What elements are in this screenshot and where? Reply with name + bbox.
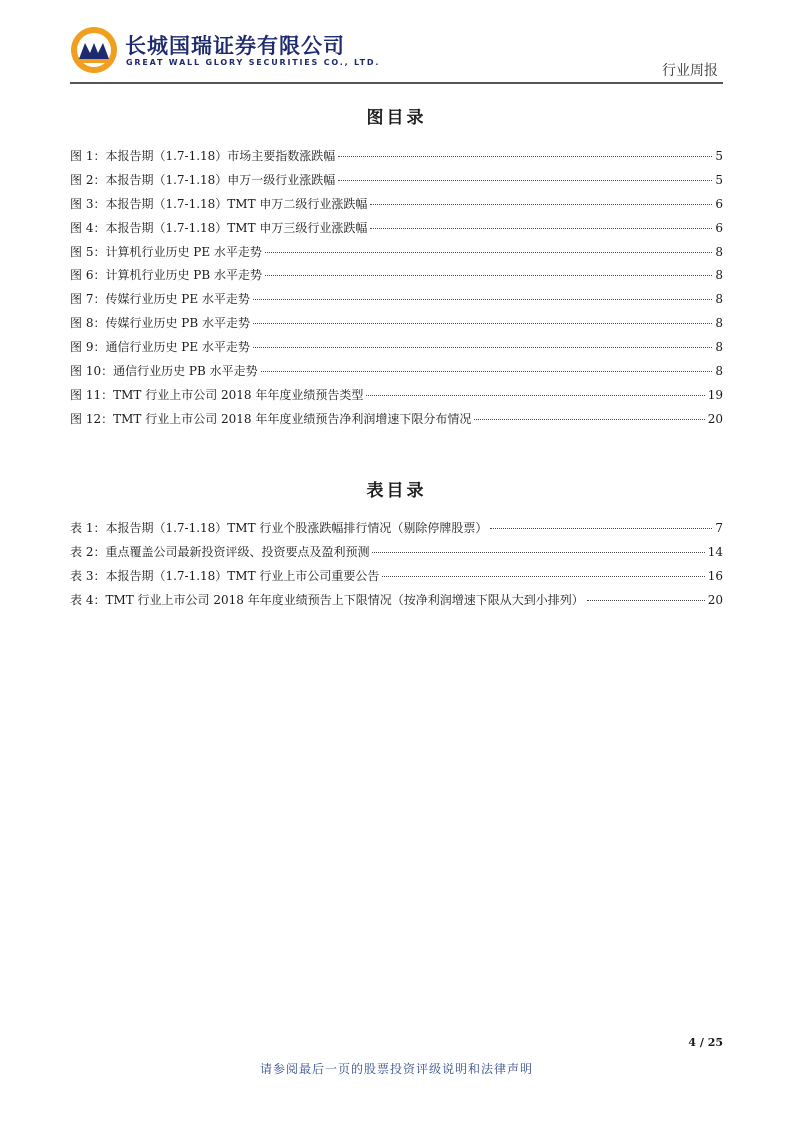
- toc-entry-label[interactable]: 表 4：TMT 行业上市公司 2018 年年度业绩预告上下限情况（按净利润增速下限从大到小排列）: [70, 592, 584, 607]
- toc-entry-label[interactable]: 图 9：通信行业历史 PE 水平走势: [70, 340, 250, 355]
- toc-entry[interactable]: [70, 148, 723, 172]
- toc-dot-leader: [372, 551, 704, 553]
- toc-entry-page[interactable]: 8: [715, 292, 723, 307]
- toc-entry-page[interactable]: 8: [715, 340, 723, 355]
- toc-entry-page[interactable]: 8: [715, 364, 723, 379]
- toc-dot-leader: [587, 599, 705, 601]
- toc-entry-label[interactable]: 图 8：传媒行业历史 PB 水平走势: [70, 316, 250, 331]
- toc-entry-page[interactable]: 8: [715, 268, 723, 283]
- figures-toc-list: [70, 148, 723, 435]
- toc-entry-label[interactable]: 图 11：TMT 行业上市公司 2018 年年度业绩预告类型: [70, 387, 364, 402]
- toc-entry[interactable]: [70, 291, 723, 315]
- toc-entry[interactable]: [70, 220, 723, 244]
- toc-entry[interactable]: [70, 196, 723, 220]
- company-logo-icon: [70, 26, 118, 74]
- toc-entry-label[interactable]: 图 10：通信行业历史 PB 水平走势: [70, 364, 258, 379]
- toc-entry[interactable]: [70, 544, 723, 568]
- tables-toc-list: [70, 520, 723, 616]
- toc-entry-label[interactable]: 图 3：本报告期（1.7-1.18）TMT 申万二级行业涨跌幅: [70, 196, 368, 211]
- toc-entry[interactable]: [70, 339, 723, 363]
- toc-entry[interactable]: [70, 387, 723, 411]
- toc-dot-leader: [370, 203, 712, 205]
- company-name-en: GREAT WALL GLORY SECURITIES CO., LTD.: [126, 58, 381, 67]
- toc-entry-label[interactable]: 图 4：本报告期（1.7-1.18）TMT 申万三级行业涨跌幅: [70, 220, 368, 235]
- report-type-label: 行业周报: [662, 63, 718, 79]
- page-number: 4 / 25: [688, 1036, 723, 1049]
- page-header: [0, 0, 793, 90]
- toc-entry[interactable]: [70, 267, 723, 291]
- toc-entry-label[interactable]: 图 2：本报告期（1.7-1.18）申万一级行业涨跌幅: [70, 172, 336, 187]
- toc-entry-label[interactable]: 图 7：传媒行业历史 PE 水平走势: [70, 292, 250, 307]
- footer-disclaimer[interactable]: 请参阅最后一页的股票投资评级说明和法律声明: [259, 1062, 533, 1076]
- toc-entry[interactable]: [70, 411, 723, 435]
- toc-entry-page[interactable]: 5: [715, 149, 723, 163]
- figures-toc-title: 图目录: [366, 108, 427, 128]
- toc-dot-leader: [382, 575, 704, 577]
- toc-dot-leader: [490, 527, 712, 529]
- toc-entry-page[interactable]: 8: [715, 244, 723, 259]
- toc-dot-leader: [253, 346, 712, 348]
- header-divider: [70, 82, 723, 84]
- toc-dot-leader: [370, 227, 712, 229]
- toc-entry-page[interactable]: 20: [707, 592, 723, 607]
- toc-entry[interactable]: [70, 172, 723, 196]
- toc-entry-page[interactable]: 8: [715, 316, 723, 331]
- toc-entry[interactable]: [70, 520, 723, 544]
- tables-toc-title: 表目录: [366, 481, 427, 501]
- toc-entry-label[interactable]: 表 2：重点覆盖公司最新投资评级、投资要点及盈利预测: [70, 544, 370, 559]
- toc-dot-leader: [261, 370, 713, 372]
- toc-dot-leader: [474, 418, 704, 420]
- toc-entry[interactable]: [70, 568, 723, 592]
- toc-dot-leader: [338, 179, 712, 181]
- toc-entry-page[interactable]: 16: [707, 568, 723, 583]
- toc-entry-label[interactable]: 表 1：本报告期（1.7-1.18）TMT 行业个股涨跌幅排行情况（剔除停牌股票）: [70, 521, 488, 535]
- toc-entry-page[interactable]: 6: [715, 196, 723, 211]
- toc-entry[interactable]: [70, 592, 723, 616]
- toc-entry-page[interactable]: 6: [715, 220, 723, 235]
- toc-entry-page[interactable]: 14: [707, 544, 723, 559]
- toc-entry-label[interactable]: 图 1：本报告期（1.7-1.18）市场主要指数涨跌幅: [70, 149, 336, 163]
- toc-dot-leader: [338, 155, 712, 157]
- toc-entry-page[interactable]: 7: [715, 521, 723, 535]
- toc-dot-leader: [253, 322, 712, 324]
- toc-entry-label[interactable]: 图 6：计算机行业历史 PB 水平走势: [70, 268, 262, 283]
- toc-entry[interactable]: [70, 244, 723, 268]
- toc-entry-label[interactable]: 表 3：本报告期（1.7-1.18）TMT 行业上市公司重要公告: [70, 568, 380, 583]
- toc-entry-page[interactable]: 5: [715, 172, 723, 187]
- toc-dot-leader: [265, 274, 712, 276]
- toc-entry[interactable]: [70, 363, 723, 387]
- toc-entry-page[interactable]: 20: [707, 411, 723, 426]
- toc-dot-leader: [265, 251, 712, 253]
- toc-entry[interactable]: [70, 315, 723, 339]
- toc-dot-leader: [366, 394, 704, 396]
- toc-entry-page[interactable]: 19: [707, 387, 723, 402]
- company-name-cn: 长城国瑞证券有限公司: [125, 34, 345, 58]
- toc-entry-label[interactable]: 图 12：TMT 行业上市公司 2018 年年度业绩预告净利润增速下限分布情况: [70, 411, 472, 426]
- toc-dot-leader: [253, 298, 712, 300]
- toc-entry-label[interactable]: 图 5：计算机行业历史 PE 水平走势: [70, 244, 262, 259]
